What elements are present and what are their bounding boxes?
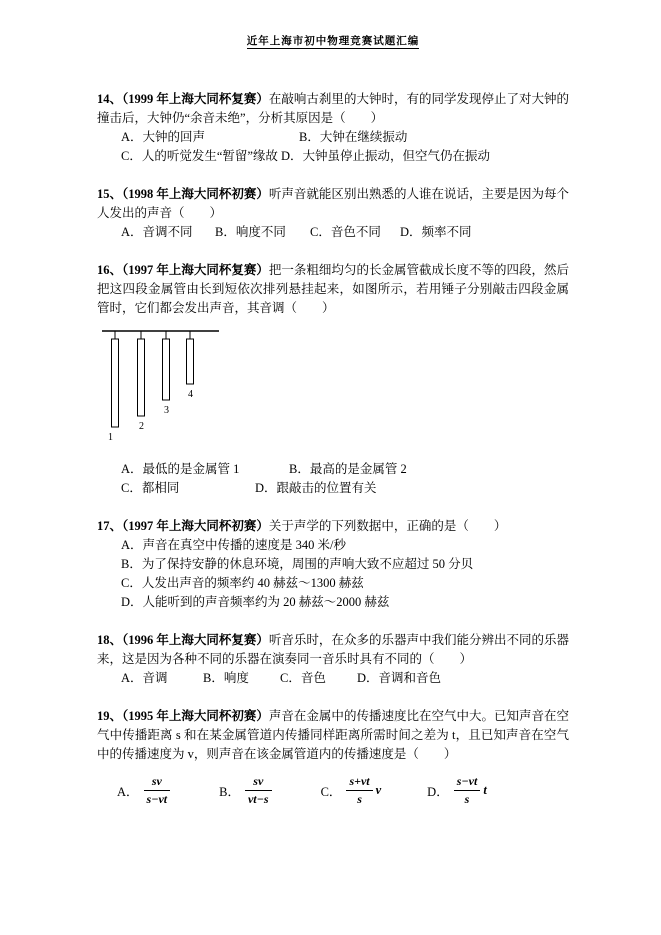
formula-label: B． <box>219 784 240 799</box>
option-b: B．响度 <box>203 671 249 685</box>
question-statement <box>97 631 569 669</box>
denominator: s <box>464 792 470 806</box>
options <box>97 669 569 688</box>
option-b: B．为了保持安静的休息环境，周围的声响大致不应超过 50 分贝 <box>121 557 474 571</box>
formula-option-a <box>117 774 173 807</box>
fraction <box>346 774 372 807</box>
tube-label-2: 2 <box>139 421 144 432</box>
option-row <box>121 460 569 479</box>
question-18 <box>97 631 569 688</box>
option-row <box>121 555 569 574</box>
formula-option-c <box>321 774 382 807</box>
formula-label: C． <box>320 784 342 799</box>
tube-label-1: 1 <box>108 432 113 443</box>
question-statement <box>97 517 569 536</box>
question-17 <box>97 517 569 612</box>
option-row <box>121 223 569 242</box>
formula-suffix: v <box>375 783 382 797</box>
tube-label-3: 3 <box>164 405 169 416</box>
option-row <box>121 536 569 555</box>
tube-4 <box>187 339 194 384</box>
question-number-source: 18、（1996 年上海大同杯复赛） <box>97 633 269 647</box>
numerator: s+vt <box>346 774 372 791</box>
option-c: C．音色 <box>280 671 326 685</box>
option-row <box>121 593 569 612</box>
option-d: D．大钟虽停止振动，但空气仍在振动 <box>281 149 491 163</box>
options <box>97 128 569 166</box>
question-number-source: 15、（1998 年上海大同杯初赛） <box>97 187 269 201</box>
question-statement <box>97 90 569 128</box>
question-19 <box>97 707 569 807</box>
option-c: C．人发出声音的频率约 40 赫兹～1300 赫兹 <box>121 576 364 590</box>
formula-options <box>97 774 569 807</box>
option-b: B．大钟在继续振动 <box>299 130 408 144</box>
fraction <box>144 774 171 807</box>
tubes-figure <box>101 326 569 452</box>
fraction <box>245 774 272 807</box>
options <box>97 223 569 242</box>
option-a: A．音调 <box>121 671 168 685</box>
option-row <box>121 669 569 688</box>
question-text: 把一条粗细均匀的长金属管截成长度不等的四段，然后把这四段金属管由长到短依次排列悬挂起来，如图所示，若用锤子分别敲击四段金属管时，它们都会发出声音，其音调（ ） <box>97 263 569 315</box>
question-text: 听音乐时，在众多的乐器声中我们能分辨出不同的乐器来，这是因为各种不同的乐器在演奏同一音乐时具有不同的（ ） <box>97 633 569 666</box>
question-number-source: 16、（1997 年上海大同杯复赛） <box>97 263 269 277</box>
option-b: B．响度不同 <box>215 225 286 239</box>
question-statement <box>97 185 569 223</box>
page-header <box>97 33 569 48</box>
question-text: 在敲响古刹里的大钟时，有的同学发现停止了对大钟的撞击后，大钟仍“余音未绝”，分析其原因是（ ） <box>97 92 569 125</box>
denominator: vt−s <box>247 792 269 806</box>
formula-option-d <box>427 774 487 807</box>
option-a: A．音调不同 <box>121 225 193 239</box>
question-14 <box>97 90 569 166</box>
denominator: s−vt <box>146 792 168 806</box>
question-statement <box>97 707 569 764</box>
option-row <box>121 574 569 593</box>
option-row <box>121 479 569 498</box>
question-number-source: 14、（1999 年上海大同杯复赛） <box>97 92 269 106</box>
denominator: s <box>357 792 362 806</box>
option-d: D．跟敲击的位置有关 <box>255 481 377 495</box>
option-row <box>121 128 569 147</box>
option-c: C．音色不同 <box>310 225 381 239</box>
question-15 <box>97 185 569 242</box>
numerator: sv <box>144 774 171 791</box>
question-number-source: 19、（1995 年上海大同杯初赛） <box>97 709 269 723</box>
question-16 <box>97 261 569 498</box>
formula-suffix: t <box>483 783 487 797</box>
option-row <box>121 147 569 166</box>
option-c: C．人的听觉发生“暂留”缘故 <box>121 149 278 163</box>
option-d: D．频率不同 <box>400 225 472 239</box>
options <box>97 460 569 498</box>
formula-label: D． <box>427 784 449 799</box>
option-a: A．声音在真空中传播的速度是 340 米/秒 <box>121 538 347 552</box>
tube-label-4: 4 <box>188 389 193 400</box>
options <box>97 536 569 612</box>
option-b: B．最高的是金属管 2 <box>289 462 407 476</box>
option-a: A．最低的是金属管 1 <box>121 462 240 476</box>
question-number-source: 17、（1997 年上海大同杯初赛） <box>97 519 269 533</box>
tube-1 <box>112 339 119 427</box>
formula-label: A． <box>117 784 139 799</box>
question-text: 声音在金属中的传播速度比在空气中大。已知声音在空气中传播距离 s 和在某金属管道内传播同样距离所需时间之差为 t，且已知声音在空气中的传播速度为 v，则声音在该金属管道内的传播速度是（ ） <box>97 709 569 761</box>
numerator: sv <box>245 774 272 791</box>
tubes-figure-svg <box>101 326 236 448</box>
option-d: D．音调和音色 <box>357 671 442 685</box>
document-title: 近年上海市初中物理竞赛试题汇编 <box>246 36 420 47</box>
tube-3 <box>163 339 170 400</box>
fraction <box>454 774 481 807</box>
numerator: s−vt <box>454 774 481 791</box>
option-a: A．大钟的回声 <box>121 130 206 144</box>
formula-option-b <box>219 774 274 807</box>
question-text: 听声音就能区别出熟悉的人谁在说话，主要是因为每个人发出的声音（ ） <box>97 187 569 220</box>
option-d: D．人能听到的声音频率约为 20 赫兹～2000 赫兹 <box>121 595 390 609</box>
tube-2 <box>138 339 145 416</box>
question-text: 关于声学的下列数据中，正确的是（ ） <box>268 519 507 533</box>
option-c: C．都相同 <box>121 481 180 495</box>
question-statement <box>97 261 569 318</box>
